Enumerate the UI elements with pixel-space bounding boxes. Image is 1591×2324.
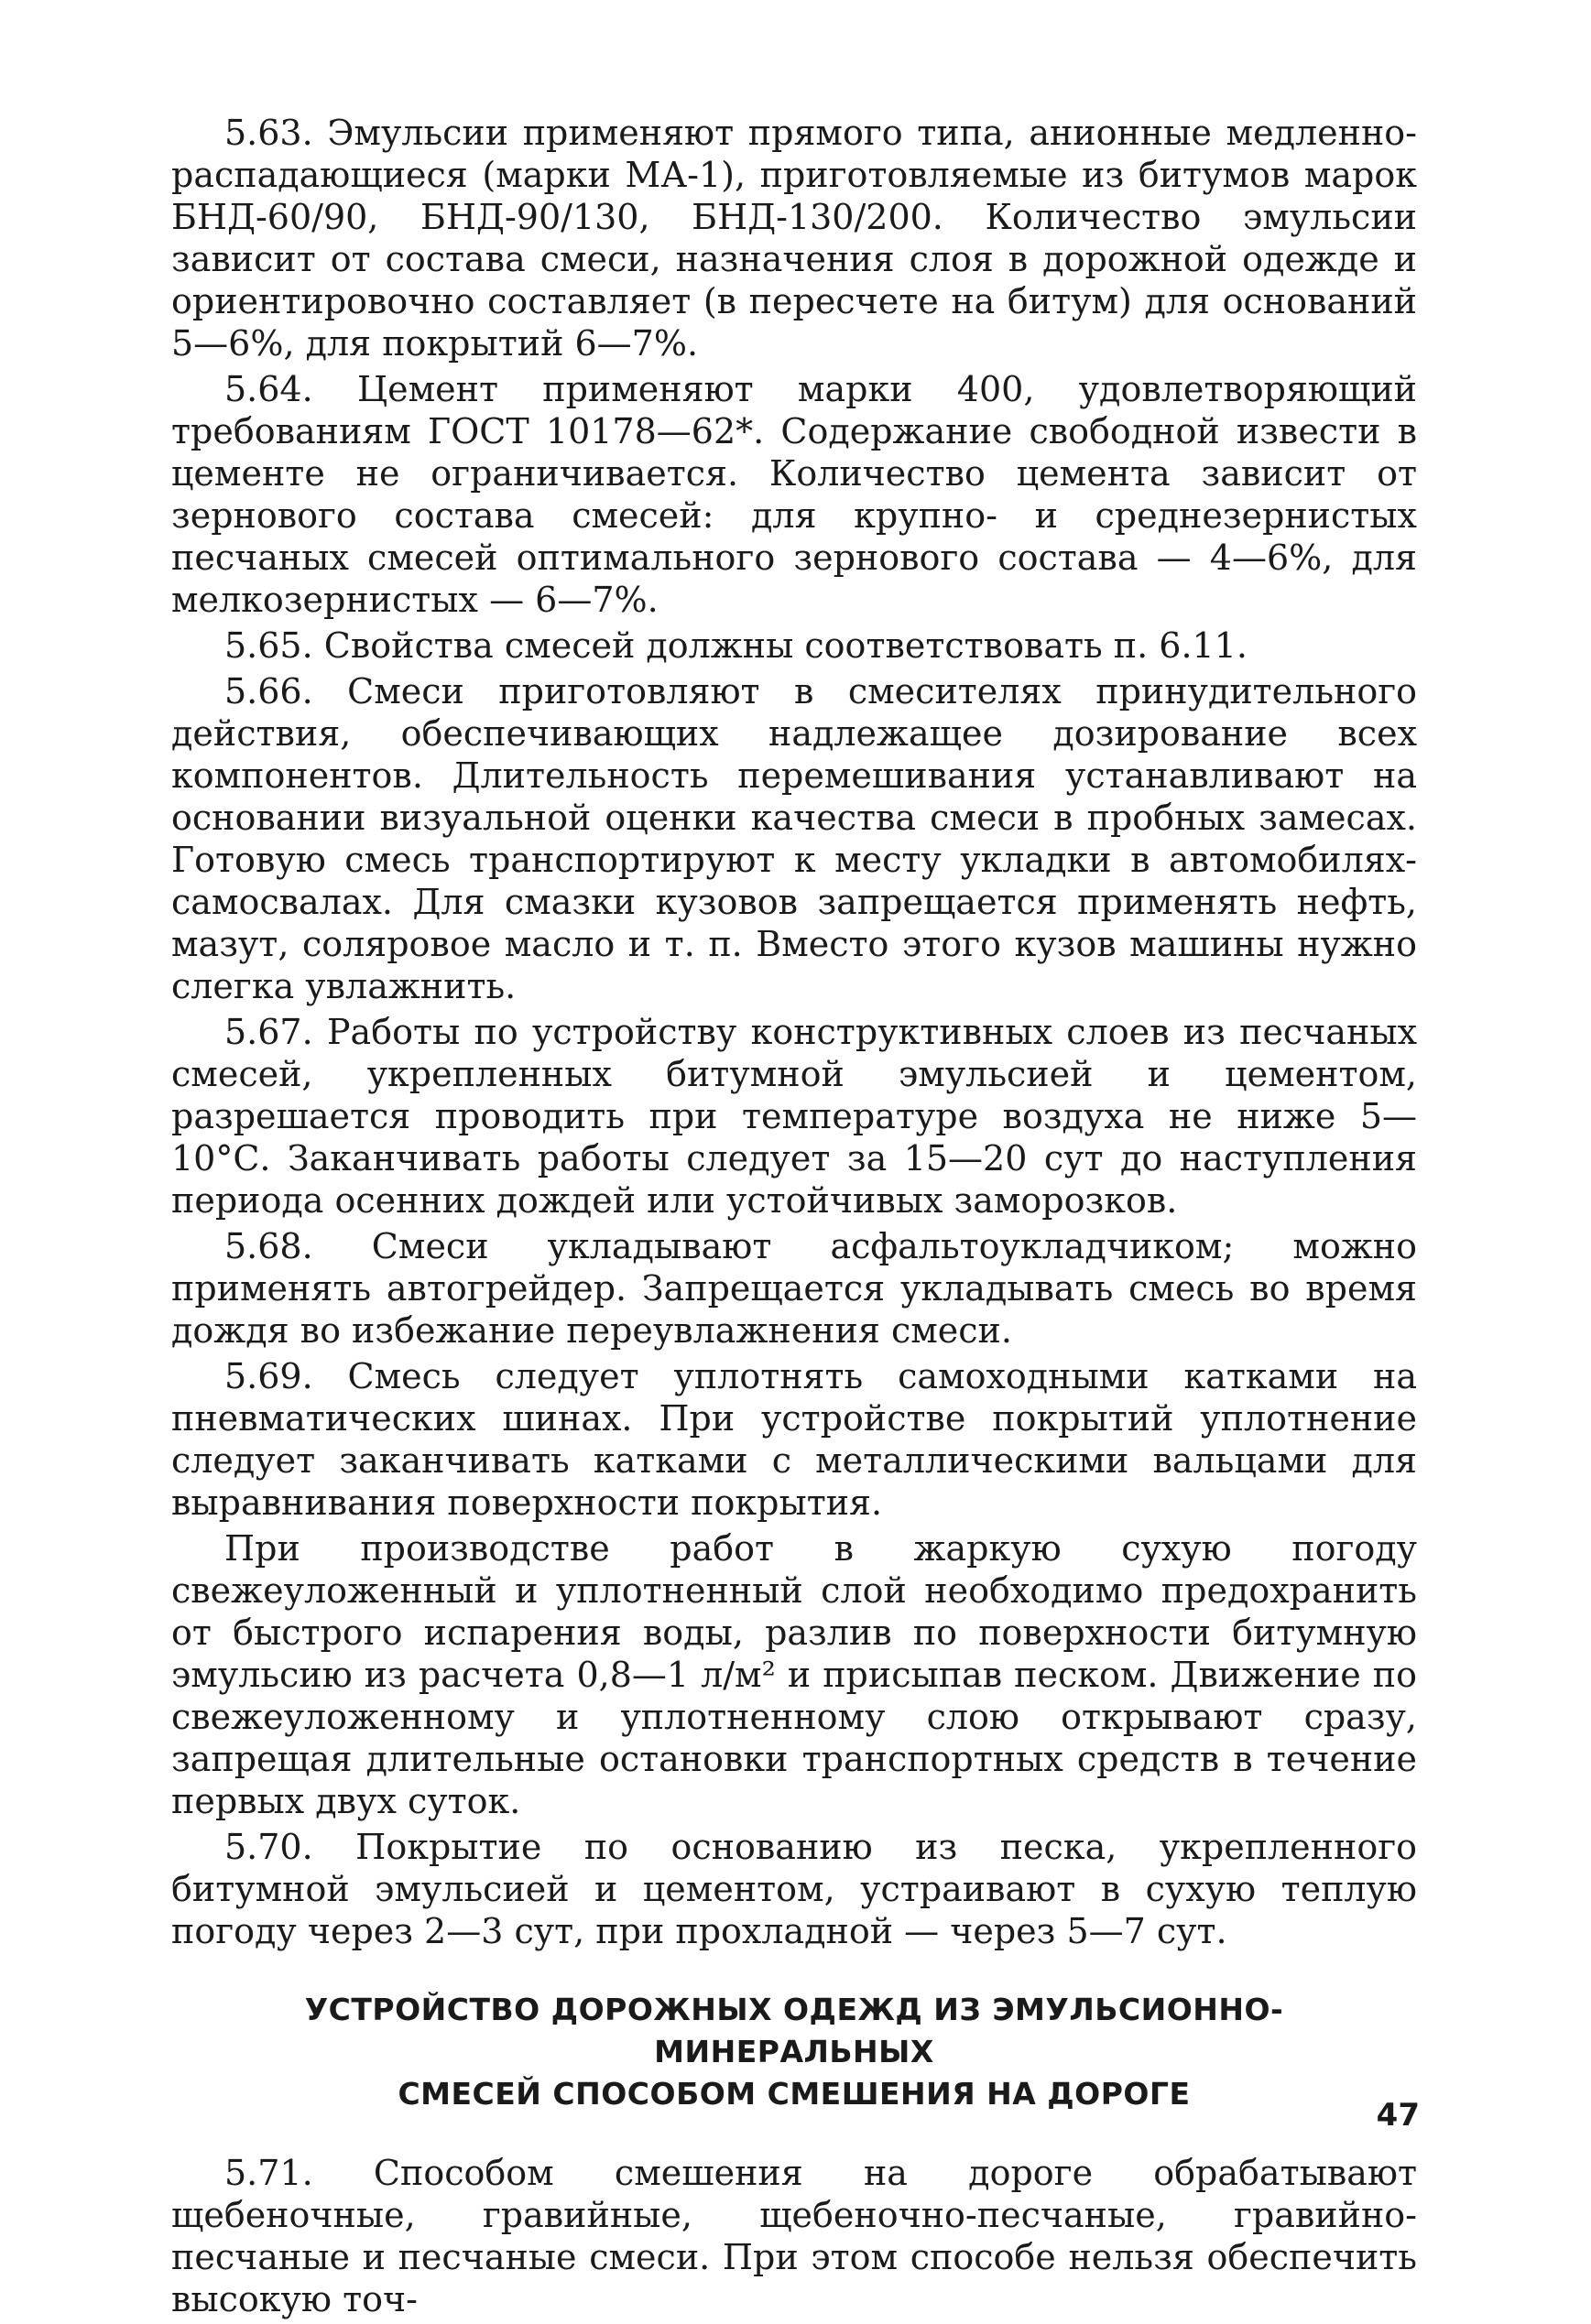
- page-body: [171, 112, 1417, 2324]
- paragraph-5-71: 5.71. Способом смешения на дороге обрабатывают щебеночные, гравийные, щебеночно-песчаные, гравийно-песчаные и песчаные смеси. При этом способе нельзя обеспечить высокую точ-: [171, 2153, 1417, 2319]
- paragraph-5-68: 5.68. Смеси укладывают асфальтоукладчиком; можно применять автогрейдер. Запрещается укладывать смесь во время дождя во избежание переувлажнения смеси.: [171, 1226, 1417, 1351]
- paragraph-5-69: 5.69. Смесь следует уплотнять самоходными катками на пневматических шинах. При устройстве покрытий уплотнение следует заканчивать катками с металлическими вальцами для выравнивания поверхности покрытия.: [171, 1356, 1417, 1523]
- paragraph-5-64: 5.64. Цемент применяют марки 400, удовлетворяющий требованиям ГОСТ 10178—62*. Содержание свободной извести в цементе не ограничивается. Количество цемента зависит от зернового состава смесей: для крупно- и среднезернистых песчаных смесей оптимального зернового состава — 4—6%, для мелкозернистых — 6—7%.: [171, 369, 1417, 620]
- paragraph-5-63: 5.63. Эмульсии применяют прямого типа, анионные медленно-распадающиеся (марки МА-1), приготовляемые из битумов марок БНД-60/90, БНД-90/130, БНД-130/200. Количество эмульсии зависит от состава смеси, назначения слоя в дорожной одежде и ориентировочно составляет (в пересчете на битум) для оснований 5—6%, для покрытий 6—7%.: [171, 113, 1417, 364]
- section-heading-line-2: СМЕСЕЙ СПОСОБОМ СМЕШЕНИЯ НА ДОРОГЕ: [398, 2076, 1191, 2112]
- paragraph-hot-weather: При производстве работ в жаркую сухую погоду свежеуложенный и уплотненный слой необходимо предохранить от быстрого испарения воды, разлив по поверхности битумную эмульсию из расчета 0,8—1 л/м² и присыпав песком. Движение по свежеуложенному и уплотненному слою открывают сразу, запрещая длительные остановки транспортных средств в течение первых двух суток.: [171, 1528, 1417, 1821]
- paragraph-5-70: 5.70. Покрытие по основанию из песка, укрепленного битумной эмульсией и цементом, устраивают в сухую теплую погоду через 2—3 сут, при прохладной — через 5—7 сут.: [171, 1827, 1417, 1951]
- section-heading-line-1: УСТРОЙСТВО ДОРОЖНЫХ ОДЕЖД ИЗ ЭМУЛЬСИОННО-МИНЕРАЛЬНЫХ: [304, 1992, 1284, 2069]
- paragraph-5-66: 5.66. Смеси приготовляют в смесителях принудительного действия, обеспечивающих надлежащее дозирование всех компонентов. Длительность перемешивания устанавливают на основании визуальной оценки качества смеси в пробных замесах. Готовую смесь транспортируют к месту укладки в автомобилях-самосвалах. Для смазки кузовов запрещается применять нефть, мазут, соляровое масло и т. п. Вместо этого кузов машины нужно слегка увлажнить.: [171, 671, 1417, 1006]
- section-heading: [171, 1989, 1417, 2115]
- paragraph-5-67: 5.67. Работы по устройству конструктивных слоев из песчаных смесей, укрепленных битумной эмульсией и цементом, разрешается проводить при температуре воздуха не ниже 5—10°С. Заканчивать работы следует за 15—20 сут до наступления периода осенних дождей или устойчивых заморозков.: [171, 1012, 1417, 1221]
- paragraph-5-65: 5.65. Свойства смесей должны соответствовать п. 6.11.: [224, 625, 1248, 666]
- page-number: 47: [1376, 2097, 1420, 2134]
